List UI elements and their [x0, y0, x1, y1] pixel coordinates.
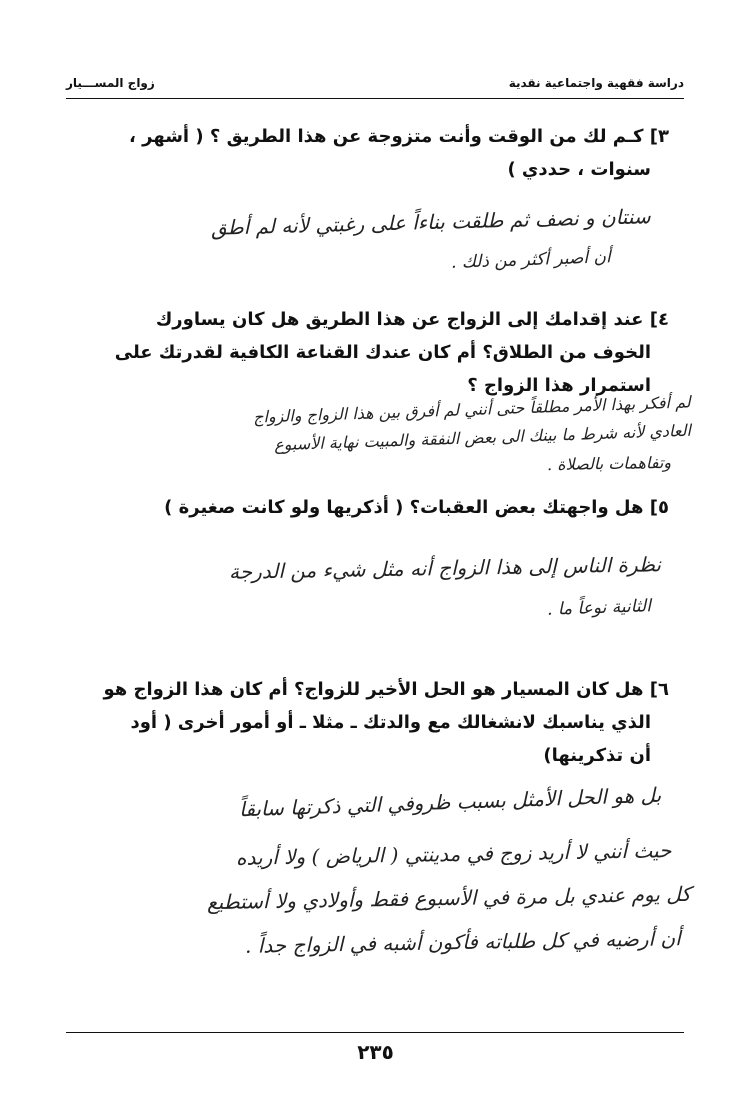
question-line: ٣] كـم لك من الوقت وأنت متزوجة عن هذا الطريق ؟ ( أشهر ، [129, 126, 669, 147]
handwritten-answer-line: الثانية نوعاً ما . [546, 596, 652, 620]
running-header [66, 76, 684, 96]
question-line: ٦] هل كان المسيار هو الحل الأخير للزواج؟ أم كان هذا الزواج هو [103, 679, 669, 700]
handwritten-answer-line: أن أرضيه في كل طلباته فأكون أشبه في الزواج جداً . [245, 926, 682, 958]
question-4 [115, 303, 669, 402]
question-line: أن تذكرينها) [543, 745, 651, 766]
question-number: ٤] [649, 309, 669, 330]
header-book-title: زواج المســـيار [66, 76, 155, 90]
handwritten-answer-line: بل هو الحل الأمثل بسبب ظروفي التي ذكرتها سابقاً [238, 782, 662, 822]
question-line: الذي يناسبك لانشغالك مع والدتك ـ مثلا ـ أو أمور أخرى ( أود [130, 712, 651, 733]
question-6 [104, 673, 670, 772]
handwritten-answer-line: حيث أنني لا أريد زوج في مدينتي ( الرياض ) ولا أريده [235, 838, 672, 870]
handwritten-answer-line: وتفاهمات بالصلاة . [546, 452, 672, 475]
question-3 [129, 120, 669, 186]
question-line: استمرار هذا الزواج ؟ [467, 375, 651, 396]
page-number: ٢٣٥ [357, 1040, 394, 1064]
handwritten-answer-line: كل يوم عندي بل مرة في الأسبوع فقط وأولادي ولا أستطيع [206, 881, 692, 915]
question-line: سنوات ، حددي ) [507, 159, 651, 180]
question-5 [164, 491, 669, 524]
handwritten-answer-line: العادي لأنه شرط ما بينك الى بعض النفقة والمبيت نهاية الأسبوع [273, 420, 692, 455]
header-divider [66, 98, 684, 99]
question-line: ٤] عند إقدامك إلى الزواج عن هذا الطريق هل كان يساورك [155, 309, 669, 330]
question-number: ٥] [649, 497, 669, 518]
handwritten-answer-line: لم أفكر بهذا الأمر مطلقاً حتى أنني لم أفرق بين هذا الزواج والزواج [253, 392, 692, 427]
handwritten-answer-line: نظرة الناس إلى هذا الزواج أنه مثل شيء من الدرجة [228, 552, 662, 584]
handwritten-answer-line: سنتان و نصف ثم طلقت بناءاً على رغبتي لأنه لم أطق [211, 204, 652, 240]
header-book-subtitle: دراسة فقهية واجتماعية نقدية [508, 76, 684, 90]
question-number: ٦] [649, 679, 669, 700]
footer-divider [66, 1032, 684, 1033]
question-number: ٣] [649, 126, 669, 147]
question-line: ٥] هل واجهتك بعض العقبات؟ ( أذكريها ولو كانت صغيرة ) [164, 497, 669, 518]
question-line: الخوف من الطلاق؟ أم كان عندك القناعة الكافية لقدرتك على [114, 342, 651, 363]
handwritten-answer-line: أن أصبر أكثر من ذلك . [450, 247, 612, 273]
